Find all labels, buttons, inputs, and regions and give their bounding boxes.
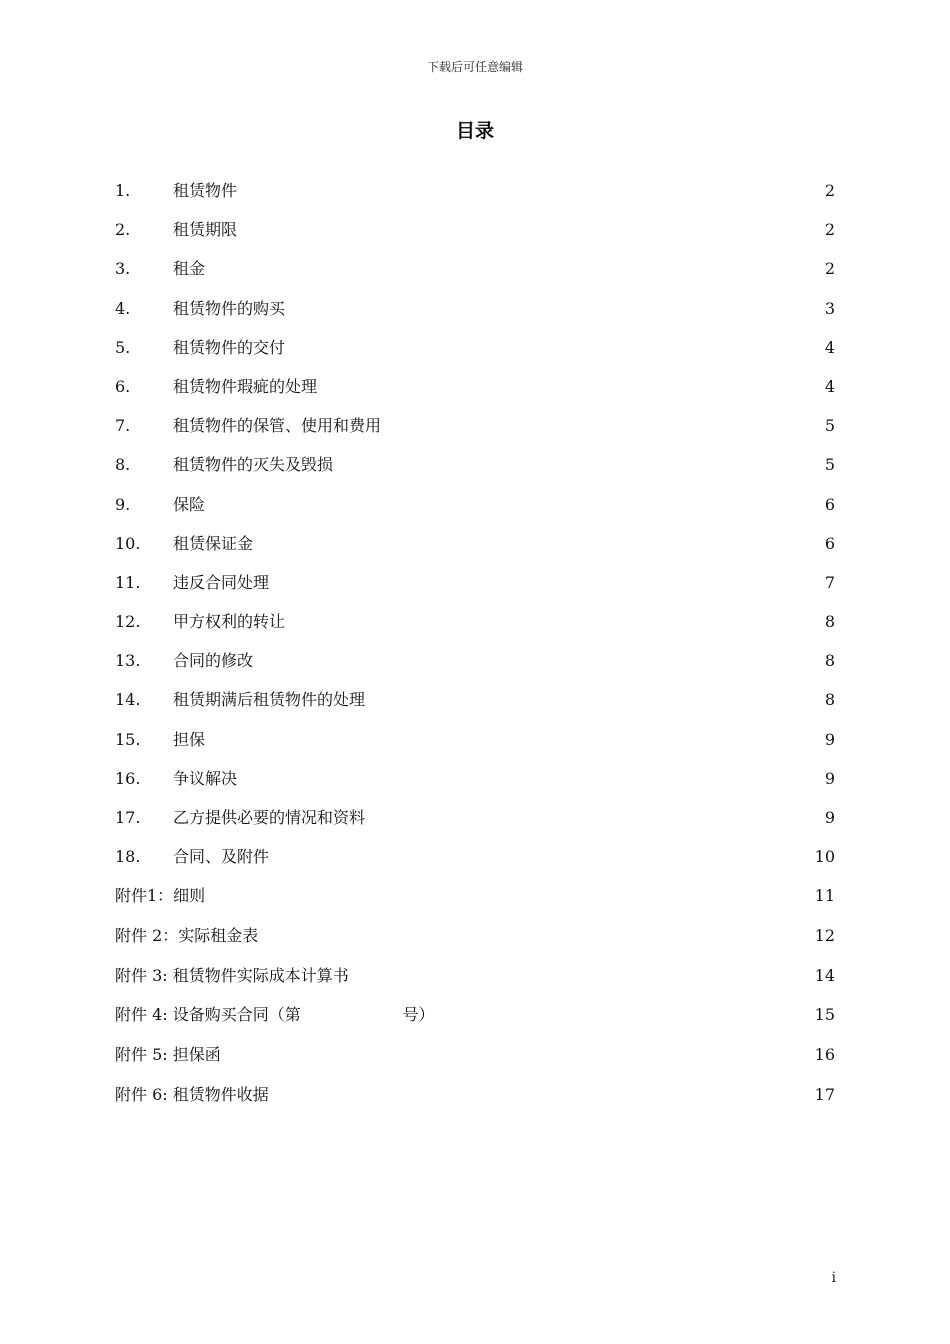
toc-entry-title: 租赁物件瑕疵的处理 xyxy=(173,376,318,396)
page-number: i xyxy=(831,1270,836,1286)
toc-entry-page: 4 xyxy=(824,337,835,357)
toc-entry-number: 8. xyxy=(115,455,131,475)
toc-entry-page: 10 xyxy=(814,847,835,867)
toc-entry-title: 担保 xyxy=(173,729,206,749)
toc-entry-number: 10. xyxy=(115,533,141,553)
toc-entry-title: 租赁期满后租赁物件的处理 xyxy=(173,690,366,710)
toc-entry-page: 8 xyxy=(824,690,835,710)
toc-entry-title: 租赁保证金 xyxy=(173,533,254,553)
toc-entry-title: 租赁物件的购买 xyxy=(173,298,286,318)
toc-entry[interactable] xyxy=(115,685,835,724)
toc-appendix-entry[interactable] xyxy=(115,1080,835,1120)
toc-entry-title: 争议解决 xyxy=(173,768,238,788)
toc-entry-title: 合同的修改 xyxy=(173,651,254,671)
toc-appendix-title: 附件 3: 租赁物件实际成本计算书 xyxy=(115,965,349,985)
toc-entry-number: 1. xyxy=(115,181,131,200)
toc-appendix-title: 附件 2：实际租金表 xyxy=(115,926,259,946)
toc-entry-title: 租赁物件的交付 xyxy=(173,337,286,357)
header-note: 下载后可任意编辑 xyxy=(426,60,523,74)
toc-entry[interactable] xyxy=(115,254,835,293)
toc-entry-page: 8 xyxy=(824,651,835,671)
toc-entry-number: 2. xyxy=(115,220,131,240)
toc-entry[interactable] xyxy=(115,176,835,215)
toc-entry-number: 12. xyxy=(115,612,141,632)
toc-entry[interactable] xyxy=(115,529,835,568)
toc-entry-page: 2 xyxy=(824,220,835,240)
toc-entry-page: 15 xyxy=(814,1005,835,1025)
toc-entry-page: 9 xyxy=(824,808,835,827)
toc-entry[interactable] xyxy=(115,490,835,529)
toc-appendix-title: 附件 5: 担保函 xyxy=(115,1045,221,1065)
toc-entry-number: 3. xyxy=(115,259,131,279)
toc-appendix-title: 附件 4: 设备购买合同（第 号） xyxy=(115,1005,435,1025)
toc-entry-number: 18. xyxy=(115,847,141,867)
toc-entry-page: 2 xyxy=(824,259,835,279)
toc-entry-number: 5. xyxy=(115,337,131,357)
toc-entry-number: 17. xyxy=(115,808,141,827)
toc-entry-page: 9 xyxy=(824,768,835,788)
toc-appendix-title: 附件1：细则 xyxy=(115,886,206,906)
toc-title: 目录 xyxy=(455,120,494,142)
toc-entry-number: 13. xyxy=(115,651,141,671)
toc-entry-title: 乙方提供必要的情况和资料 xyxy=(173,808,366,827)
toc-entry-title: 保险 xyxy=(173,494,206,514)
toc-entry-page: 5 xyxy=(824,416,835,436)
toc-appendix-entry[interactable] xyxy=(115,1000,835,1040)
table-of-contents xyxy=(115,176,835,1120)
toc-entry-page: 4 xyxy=(824,376,835,396)
toc-entry-title: 合同、及附件 xyxy=(173,847,270,867)
toc-appendix-entry[interactable] xyxy=(115,1040,835,1080)
toc-entry-title: 租赁物件的灭失及毁损 xyxy=(173,455,334,475)
toc-entry-title: 甲方权利的转让 xyxy=(173,612,286,632)
toc-entry-title: 租赁物件的保管、使用和费用 xyxy=(173,416,382,436)
toc-entry-page: 7 xyxy=(824,572,835,592)
toc-entry-page: 5 xyxy=(824,455,835,475)
toc-entry-number: 9. xyxy=(115,494,131,514)
toc-entry-title: 违反合同处理 xyxy=(173,572,270,592)
toc-entry[interactable] xyxy=(115,411,835,450)
toc-entry-page: 6 xyxy=(824,533,835,553)
toc-entry-number: 6. xyxy=(115,376,131,396)
toc-appendix-entry[interactable] xyxy=(115,921,835,961)
toc-entry-page: 2 xyxy=(824,181,835,200)
toc-entry-number: 4. xyxy=(115,298,131,318)
toc-entry-title: 租金 xyxy=(173,259,206,279)
toc-entry[interactable] xyxy=(115,215,835,254)
toc-entry-number: 14. xyxy=(115,690,141,710)
toc-entry[interactable] xyxy=(115,803,835,842)
toc-entry-title: 租赁物件 xyxy=(173,181,238,200)
toc-entry-page: 6 xyxy=(824,494,835,514)
toc-entry-page: 8 xyxy=(824,612,835,632)
toc-entry[interactable] xyxy=(115,764,835,803)
toc-entry[interactable] xyxy=(115,568,835,607)
toc-appendix-title: 附件 6: 租赁物件收据 xyxy=(115,1084,269,1104)
toc-entry[interactable] xyxy=(115,646,835,685)
toc-entry-number: 16. xyxy=(115,768,141,788)
toc-entry[interactable] xyxy=(115,725,835,764)
toc-entry-page: 11 xyxy=(814,886,835,906)
toc-entry-number: 7. xyxy=(115,416,131,436)
toc-entry[interactable] xyxy=(115,842,835,881)
toc-entry-page: 14 xyxy=(814,965,835,985)
toc-entry-page: 16 xyxy=(814,1045,835,1065)
toc-entry[interactable] xyxy=(115,294,835,333)
toc-entry-number: 11. xyxy=(115,572,141,592)
toc-entry-number: 15. xyxy=(115,729,141,749)
toc-entry-title: 租赁期限 xyxy=(173,220,238,240)
toc-entry[interactable] xyxy=(115,333,835,372)
toc-appendix-entry[interactable] xyxy=(115,881,835,921)
toc-entry[interactable] xyxy=(115,607,835,646)
toc-entry-page: 17 xyxy=(814,1084,835,1104)
toc-entry[interactable] xyxy=(115,372,835,411)
toc-entry-page: 3 xyxy=(824,298,835,318)
toc-entry[interactable] xyxy=(115,450,835,489)
toc-entry-page: 12 xyxy=(814,926,835,946)
toc-appendix-entry[interactable] xyxy=(115,961,835,1001)
toc-entry-page: 9 xyxy=(824,729,835,749)
